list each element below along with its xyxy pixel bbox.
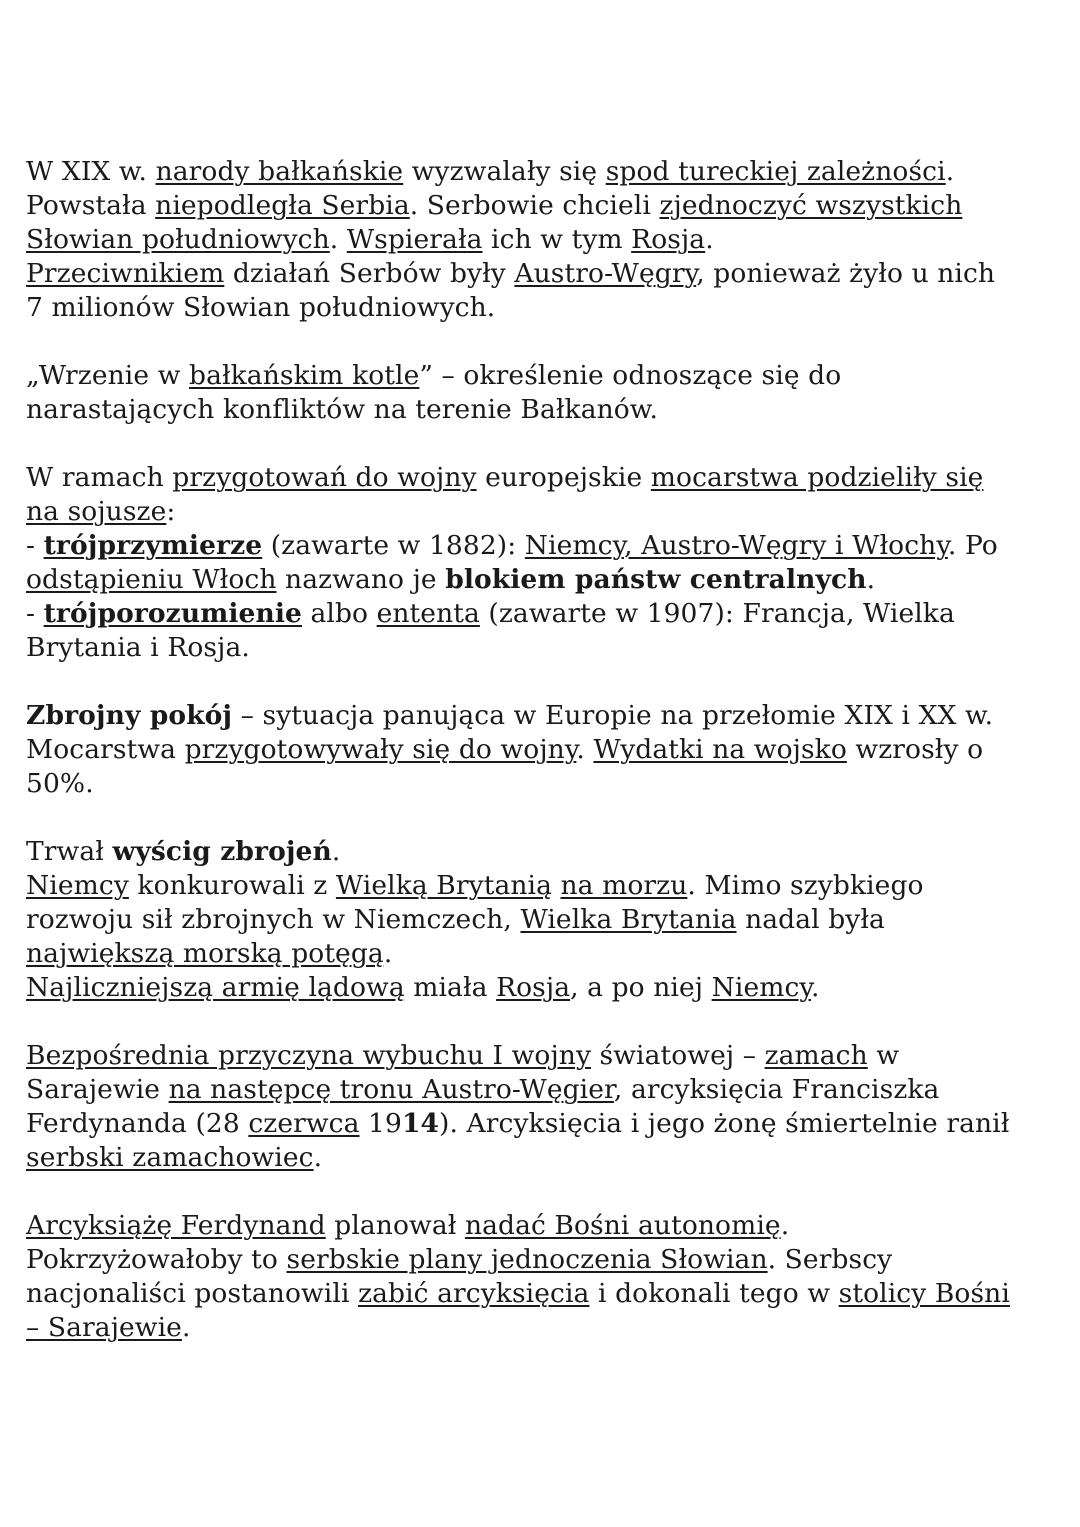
text: 50%. <box>26 768 94 799</box>
text-line <box>26 1243 1060 1277</box>
bold-term: wyścig zbrojeń <box>112 836 332 867</box>
text: . Serbowie chcieli <box>409 190 660 221</box>
paragraph-balkan-cauldron <box>26 359 1060 427</box>
text-line <box>26 257 1060 291</box>
text-line <box>26 937 1060 971</box>
text: konkurowali z <box>128 870 336 901</box>
text: . Serbscy <box>767 1244 893 1275</box>
text: - <box>26 530 44 561</box>
paragraph-alliances <box>26 461 1060 665</box>
underlined-phrase: Niemcy, Austro-Węgry i Włochy <box>524 530 948 561</box>
text: . <box>866 564 876 595</box>
text-line <box>26 1073 1060 1107</box>
underlined-phrase: Rosja <box>496 972 571 1003</box>
underlined-phrase: odstąpieniu Włoch <box>26 564 277 595</box>
text-line <box>26 971 1060 1005</box>
text: (zawarte w 1882): <box>262 530 525 561</box>
text: . <box>329 224 347 255</box>
text: 7 milionów Słowian południowych. <box>26 292 496 323</box>
text: W XIX w. <box>26 156 156 187</box>
bold-term: 14 <box>401 1108 440 1139</box>
text-line <box>26 563 1060 597</box>
underlined-phrase: na sojusze <box>26 496 167 527</box>
text: , arcyksięcia Franciszka <box>613 1074 940 1105</box>
text: Trwał <box>26 836 113 867</box>
underlined-phrase: Rosja <box>631 224 706 255</box>
text-line <box>26 631 1060 665</box>
underlined-phrase: Austro-Węgry <box>514 258 697 289</box>
underlined-phrase: Arcyksiążę Ferdynand <box>26 1210 326 1241</box>
text-line <box>26 223 1060 257</box>
underlined-phrase: Przeciwnikiem <box>26 258 225 289</box>
underlined-phrase: zjednoczyć wszystkich <box>659 190 963 221</box>
underlined-phrase: Niemcy <box>711 972 811 1003</box>
underlined-phrase: – Sarajewie <box>26 1312 182 1343</box>
text: . <box>780 1210 790 1241</box>
underlined-phrase: bałkańskim kotle <box>189 360 420 391</box>
text: Sarajewie <box>26 1074 169 1105</box>
bold-term: Zbrojny pokój <box>26 700 233 731</box>
text: - <box>26 598 44 629</box>
text-line <box>26 1039 1060 1073</box>
text: ” – określenie odnoszące się do <box>419 360 842 391</box>
text: „Wrzenie w <box>26 360 189 391</box>
paragraph-armed-peace <box>26 699 1060 801</box>
text: europejskie <box>476 462 651 493</box>
text-line <box>26 393 1060 427</box>
text: ). Arcyksięcia i jego żonę śmiertelnie ranił <box>439 1108 1010 1139</box>
text: wzrosły o <box>846 734 984 765</box>
paragraph-assassination-motive <box>26 1209 1060 1345</box>
underlined-phrase: przygotowań do wojny <box>172 462 477 493</box>
text-line <box>26 1311 1060 1345</box>
text: narastających konfliktów na terenie Bałkanów. <box>26 394 658 425</box>
underlined-phrase: przygotowywały się do wojny <box>184 734 577 765</box>
text: w <box>867 1040 900 1071</box>
text: 19 <box>359 1108 402 1139</box>
text-line <box>26 835 1060 869</box>
text-line <box>26 699 1060 733</box>
underlined-phrase: zabić arcyksięcia <box>358 1278 590 1309</box>
text-line <box>26 359 1060 393</box>
text: albo <box>301 598 377 629</box>
text-line <box>26 155 1060 189</box>
text-line <box>26 529 1060 563</box>
text-line <box>26 1209 1060 1243</box>
underlined-phrase: Najliczniejszą armię lądową <box>26 972 405 1003</box>
text: nazwano je <box>276 564 446 595</box>
text: . <box>383 938 393 969</box>
text-line <box>26 461 1060 495</box>
text: Ferdynanda (28 <box>26 1108 249 1139</box>
bold-term: blokiem państw centralnych <box>445 564 867 595</box>
paragraph-direct-cause <box>26 1039 1060 1175</box>
text: W ramach <box>26 462 173 493</box>
underlined-phrase: serbskie plany jednoczenia Słowian <box>286 1244 768 1275</box>
paragraph-arms-race <box>26 835 1060 1005</box>
text: – sytuacja panująca w Europie na przełomie XIX i XX w. <box>232 700 994 731</box>
underlined-phrase: zamach <box>764 1040 868 1071</box>
text-line <box>26 1277 1060 1311</box>
underlined-phrase: narody bałkańskie <box>155 156 404 187</box>
text: nacjonaliści postanowili <box>26 1278 359 1309</box>
text-line <box>26 733 1060 767</box>
text: Mocarstwa <box>26 734 185 765</box>
text: wyzwalały się <box>403 156 606 187</box>
text: Powstała <box>26 190 156 221</box>
text: ich w tym <box>482 224 632 255</box>
text-line <box>26 903 1060 937</box>
underlined-phrase: mocarstwa podzieliły się <box>650 462 984 493</box>
underlined-phrase: Wielką Brytanią <box>335 870 552 901</box>
text: Brytania i Rosja. <box>26 632 250 663</box>
text-line <box>26 189 1060 223</box>
text: światowej – <box>591 1040 765 1071</box>
text-line <box>26 869 1060 903</box>
text: Pokrzyżowałoby to <box>26 1244 287 1275</box>
paragraph-balkan-nations <box>26 155 1060 325</box>
bold-underlined-term: trójprzymierze <box>43 530 263 561</box>
document-body <box>26 155 1060 1379</box>
text: . Po <box>947 530 998 561</box>
underlined-phrase: nadać Bośni autonomię <box>464 1210 781 1241</box>
text: . <box>331 836 341 867</box>
text: . Mimo szybkiego <box>687 870 924 901</box>
text <box>552 870 561 901</box>
underlined-phrase: Wydatki na wojsko <box>593 734 847 765</box>
underlined-phrase: Wspierała <box>346 224 483 255</box>
text: planował <box>325 1210 465 1241</box>
underlined-phrase: ententa <box>376 598 480 629</box>
underlined-phrase: na następcę tronu Austro-Węgier <box>168 1074 614 1105</box>
text-line <box>26 767 1060 801</box>
text-line <box>26 597 1060 631</box>
text-line <box>26 1141 1060 1175</box>
text: : <box>166 496 176 527</box>
underlined-phrase: Wielka Brytania <box>520 904 737 935</box>
text: . <box>945 156 955 187</box>
bold-underlined-term: trójporozumienie <box>43 598 302 629</box>
text: (zawarte w 1907): Francja, Wielka <box>479 598 955 629</box>
underlined-phrase: na morzu <box>560 870 688 901</box>
underlined-phrase: spod tureckiej zależności <box>605 156 946 187</box>
text: . <box>313 1142 323 1173</box>
text: , a po niej <box>570 972 712 1003</box>
text: rozwoju sił zbrojnych w Niemczech, <box>26 904 521 935</box>
text: . <box>810 972 820 1003</box>
underlined-phrase: największą morską potęgą <box>26 938 384 969</box>
underlined-phrase: niepodległa Serbia <box>155 190 410 221</box>
text: . <box>705 224 714 255</box>
text: miała <box>404 972 497 1003</box>
text: działań Serbów były <box>224 258 515 289</box>
text-line <box>26 495 1060 529</box>
text-line <box>26 291 1060 325</box>
underlined-phrase: Niemcy <box>26 870 129 901</box>
underlined-phrase: stolicy Bośni <box>838 1278 1010 1309</box>
text: i dokonali tego w <box>589 1278 839 1309</box>
underlined-phrase: Bezpośrednia przyczyna wybuchu I wojny <box>26 1040 592 1071</box>
underlined-phrase: serbski zamachowiec <box>26 1142 314 1173</box>
underlined-phrase: Słowian południowych <box>26 224 330 255</box>
text-line <box>26 1107 1060 1141</box>
text: . <box>181 1312 191 1343</box>
text: . <box>576 734 594 765</box>
underlined-phrase: czerwca <box>248 1108 360 1139</box>
text: , ponieważ żyło u nich <box>696 258 996 289</box>
text: nadal była <box>736 904 885 935</box>
